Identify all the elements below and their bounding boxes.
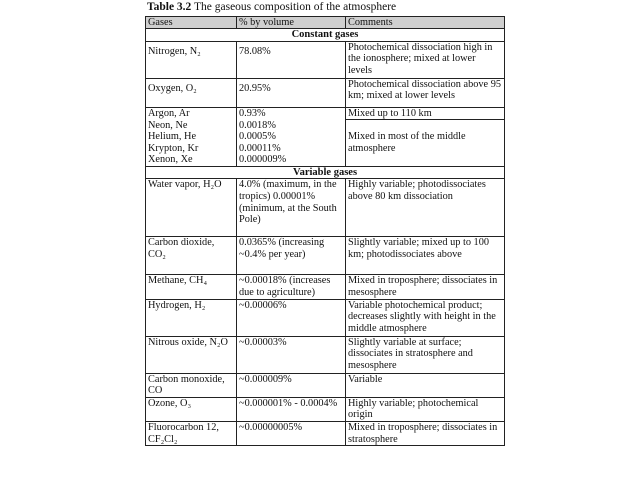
gas-comment: Mixed in troposphere; dissociates in mesosphere — [346, 275, 505, 299]
gas-name: Oxygen, O₂ — [146, 78, 237, 107]
table-row — [146, 422, 505, 446]
gas-name: Water vapor, H₂O — [146, 179, 237, 237]
gas-comment: Slightly variable; mixed up to 100 km; photodissociates above — [346, 237, 505, 275]
gas-name: Methane, CH₄ — [146, 275, 237, 299]
table-row — [146, 131, 505, 143]
gas-volume: 0.0018% — [237, 120, 346, 132]
gas-comment: Mixed up to 110 km — [346, 107, 505, 120]
table-row — [146, 120, 505, 132]
table-title: The gaseous composition of the atmosphere — [191, 1, 397, 13]
gas-volume: 0.93% — [237, 107, 346, 120]
table-row — [146, 41, 505, 78]
gas-name: Xenon, Xe — [146, 154, 237, 166]
gas-name: Hydrogen, H₂ — [146, 299, 237, 336]
table-row — [146, 179, 505, 237]
table-row — [146, 275, 505, 299]
table-row — [146, 154, 505, 166]
table-row — [146, 299, 505, 336]
table-number: Table 3.2 — [147, 1, 192, 13]
gas-comment: Highly variable; photodissociates above 80 km dissociation — [346, 179, 505, 237]
gas-name: Helium, He — [146, 131, 237, 143]
gas-volume: ~0.000001% - 0.0004% — [237, 397, 346, 421]
gas-volume: ~0.00006% — [237, 299, 346, 336]
section-row-variable — [146, 166, 505, 179]
gas-comment: Photochemical dissociation above 95 km; mixed at lower levels — [346, 78, 505, 107]
gas-volume: 0.00011% — [237, 143, 346, 155]
gas-comment — [346, 120, 505, 132]
gas-volume: 78.08% — [237, 41, 346, 78]
header-comments: Comments — [346, 17, 505, 29]
gas-name: Argon, Ar — [146, 107, 237, 120]
gas-comment — [346, 154, 505, 166]
table-caption — [147, 1, 396, 13]
section-row-constant — [146, 29, 505, 42]
gas-name: Carbon dioxide, CO₂ — [146, 237, 237, 275]
gas-volume: 0.0005% — [237, 131, 346, 143]
gas-name: Neon, Ne — [146, 120, 237, 132]
atmosphere-composition-table — [145, 16, 505, 446]
gas-volume: 20.95% — [237, 78, 346, 107]
gas-volume: ~0.00000005% — [237, 422, 346, 446]
gas-name: Nitrogen, N₂ — [146, 41, 237, 78]
gas-name: Krypton, Kr — [146, 143, 237, 155]
table-row — [146, 397, 505, 421]
table-row — [146, 237, 505, 275]
gas-comment: Mixed in most of the middle atmosphere — [346, 131, 505, 154]
gas-comment: Highly variable; photochemical origin — [346, 397, 505, 421]
header-row — [146, 17, 505, 29]
table-row — [146, 107, 505, 120]
table-row — [146, 373, 505, 397]
gas-volume: ~0.000009% — [237, 373, 346, 397]
header-volume: % by volume — [237, 17, 346, 29]
section-title-constant: Constant gases — [146, 29, 505, 42]
gas-volume: 0.000009% — [237, 154, 346, 166]
gas-volume: 0.0365% (increasing ~0.4% per year) — [237, 237, 346, 275]
gas-volume: 4.0% (maximum, in the tropics) 0.00001%(minimum, at the South Pole) — [237, 179, 346, 237]
gas-name: Carbon monoxide, CO — [146, 373, 237, 397]
gas-comment: Slightly variable at surface; dissociates in stratosphere and mesosphere — [346, 336, 505, 373]
table-row — [146, 336, 505, 373]
gas-name: Fluorocarbon 12, CF₂Cl₂ — [146, 422, 237, 446]
table-row — [146, 78, 505, 107]
gas-name: Nitrous oxide, N₂O — [146, 336, 237, 373]
section-title-variable: Variable gases — [146, 166, 505, 179]
gas-volume: ~0.00018% (increases due to agriculture) — [237, 275, 346, 299]
gas-comment: Variable photochemical product; decreases slightly with height in the middle atmosphere — [346, 299, 505, 336]
header-gases: Gases — [146, 17, 237, 29]
gas-comment: Variable — [346, 373, 505, 397]
gas-volume: ~0.00003% — [237, 336, 346, 373]
gas-comment: Mixed in troposphere; dissociates in stratosphere — [346, 422, 505, 446]
gas-comment: Photochemical dissociation high in the ionosphere; mixed at lower levels — [346, 41, 505, 78]
gas-name: Ozone, O₃ — [146, 397, 237, 421]
